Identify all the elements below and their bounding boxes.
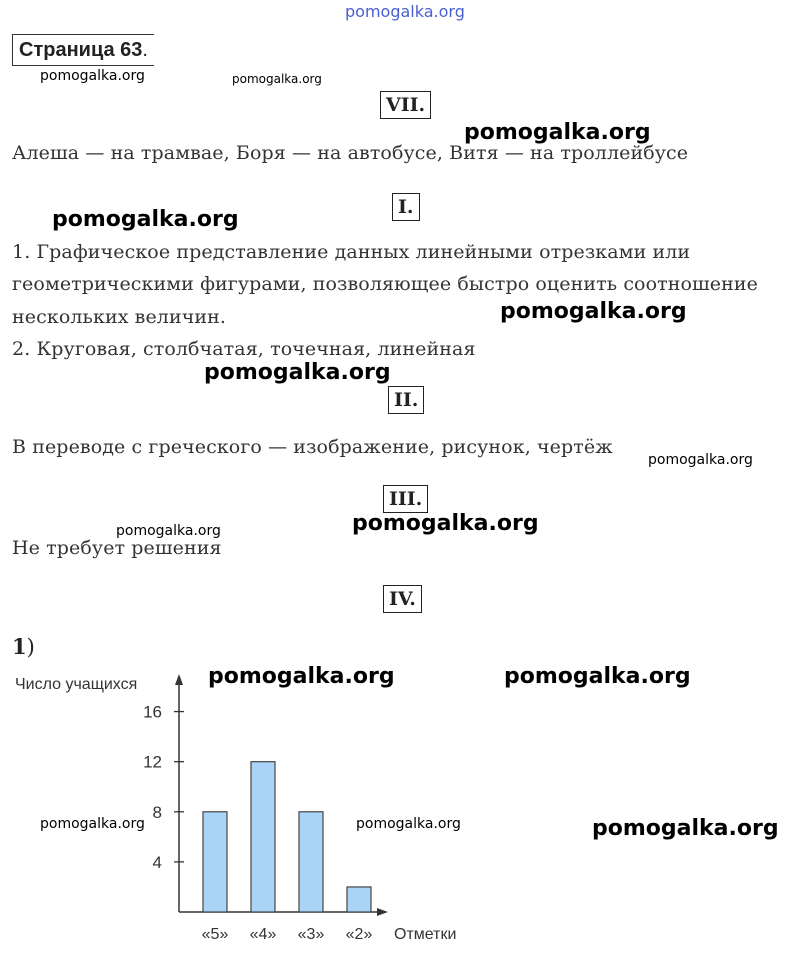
y-axis-arrow xyxy=(175,674,183,685)
section-label-ii: II. xyxy=(388,386,424,414)
watermark: pomogalka.org xyxy=(52,207,239,232)
watermark: pomogalka.org xyxy=(356,816,461,832)
item-number xyxy=(12,634,35,659)
page-number-label xyxy=(12,34,154,66)
x-tick-label: «4» xyxy=(249,926,277,943)
watermark: pomogalka.org xyxy=(116,523,221,539)
watermark: pomogalka.org xyxy=(592,816,779,841)
bar xyxy=(203,812,227,912)
page-number-dot: . xyxy=(142,39,148,61)
section-vii-answer: Алеша — на трамвае, Боря — на автобусе, Витя — на троллейбусе xyxy=(12,142,689,164)
bar xyxy=(299,812,323,912)
watermark: pomogalka.org xyxy=(40,68,145,84)
bar xyxy=(251,762,275,912)
watermark: pomogalka.org xyxy=(232,72,322,86)
x-axis-arrow xyxy=(377,908,388,916)
bar xyxy=(347,887,371,912)
watermark: pomogalka.org xyxy=(504,664,691,689)
watermark: pomogalka.org xyxy=(500,299,687,324)
watermark: pomogalka.org xyxy=(208,664,395,689)
item-number-digit: 1 xyxy=(12,634,27,659)
section-ii-answer: В переводе с греческого — изображение, рисунок, чертёж xyxy=(12,436,613,458)
x-tick-label: «2» xyxy=(345,926,373,943)
x-axis-label: Отметки xyxy=(394,926,457,943)
watermark: pomogalka.org xyxy=(464,120,651,145)
bar-chart xyxy=(0,660,520,956)
section-label-iv: IV. xyxy=(383,585,422,613)
watermark: pomogalka.org xyxy=(352,511,539,536)
y-axis-label: Число учащихся xyxy=(15,676,138,693)
watermark: pomogalka.org xyxy=(40,816,145,832)
watermark-top[interactable]: pomogalka.org xyxy=(345,2,465,21)
item-number-paren: ) xyxy=(26,635,35,659)
x-tick-label: «3» xyxy=(297,926,325,943)
x-tick-label: «5» xyxy=(201,926,229,943)
section-label-iii: III. xyxy=(383,485,428,513)
y-tick-label: 8 xyxy=(152,802,162,822)
page-number-text: Страница 63 xyxy=(19,39,143,61)
section-i-line-4: 2. Круговая, столбчатая, точечная, линейная xyxy=(12,338,476,360)
y-tick-label: 4 xyxy=(152,852,162,872)
y-tick-label: 12 xyxy=(143,752,162,772)
section-label-vii: VII. xyxy=(380,91,431,119)
section-label-i: I. xyxy=(392,193,420,221)
section-i-line-2: геометрическими фигурами, позволяющее быстро оценить соотношение xyxy=(12,273,759,295)
watermark: pomogalka.org xyxy=(648,452,753,468)
section-iii-answer: Не требует решения xyxy=(12,537,222,559)
watermark: pomogalka.org xyxy=(204,360,391,385)
section-i-line-1: 1. Графическое представление данных линейными отрезками или xyxy=(12,241,691,263)
y-tick-label: 16 xyxy=(143,702,162,722)
section-i-line-3: нескольких величин. xyxy=(12,306,227,328)
